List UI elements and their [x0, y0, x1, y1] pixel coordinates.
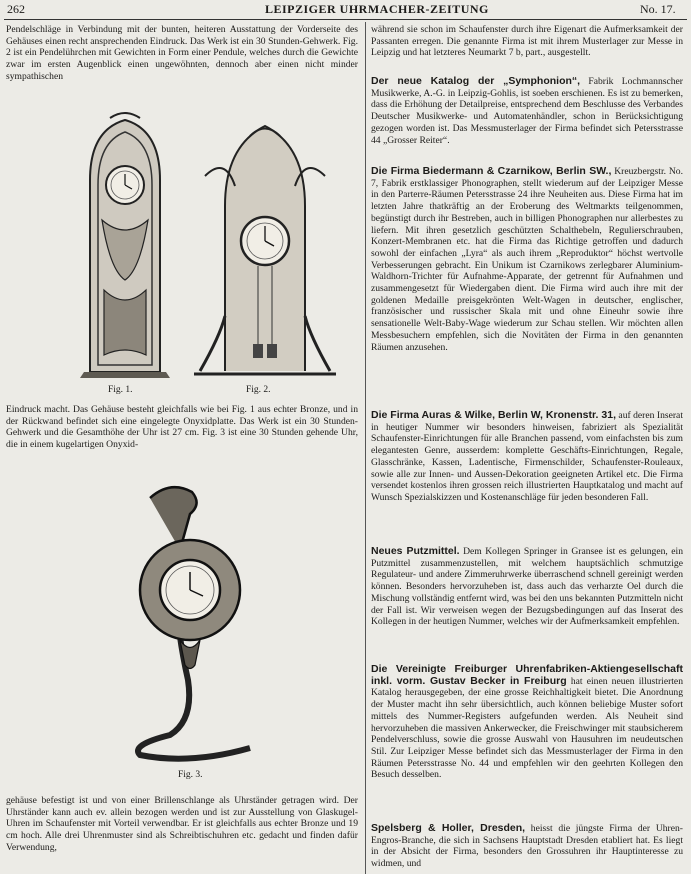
journal-title: LEIPZIGER UHRMACHER-ZEITUNG: [265, 2, 489, 16]
article-auras-wilke: [371, 410, 683, 504]
article-auras-wilke-heading: Die Firma Auras & Wilke, Berlin W, Kronenstr. 31,: [371, 409, 616, 421]
fig1-clock-illustration: [70, 110, 180, 380]
article-spelsberg-heading: Spelsberg & Holler, Dresden,: [371, 822, 526, 834]
fig2-clock-illustration: [190, 116, 340, 381]
fig2-caption: Fig. 2.: [246, 385, 271, 395]
fig1-caption: Fig. 1.: [108, 385, 133, 395]
article-biedermann-heading: Die Firma Biedermann & Czarnikow, Berlin SW.,: [371, 165, 612, 177]
column-divider: [365, 22, 366, 874]
article-putzmittel-body: Dem Kollegen Springer in Gransee ist es gelungen, ein Putzmittel zusammenzustellen, mit welchem hauptsächlich schmutzige Regulateur- und andere Zimmeruhrwerke überraschend schnell gereinigt werden können. Besonders hervorzuheben ist, dass auch das verharzte Oel durch die Mischung vollständig entfernt wird, was bei den uns bekannten Putzmitteln nicht der Fall ist. Wir verweisen wegen der Bezugsbedingungen auf das Inserat des Kollegen in der heutigen Nummer, welches wir der Aufmerksamkeit empfehlen.: [371, 546, 683, 628]
article-biedermann: [371, 166, 683, 353]
right-paragraph-intro: während sie schon im Schaufenster durch ihre Eigenart die Aufmerksamkeit der Passanten erregen. Die genannte Firma ist mit ihrem Musterlager zur Messe in Leipzig und hat letzteres Neumarkt 7 b, part., ausgestellt.: [371, 24, 683, 59]
article-freiburger-heading: Die Vereinigte Freiburger Uhrenfabriken-Aktiengesellschaft inkl. vorm. Gustav Becker in Freiburg: [371, 663, 683, 687]
fig3-cobra-clock-illustration: [110, 480, 270, 765]
fig3-caption: Fig. 3.: [178, 770, 203, 780]
article-spelsberg: [371, 823, 683, 870]
article-symphonion: [371, 76, 683, 146]
article-freiburger: [371, 664, 683, 781]
left-paragraph-2: Eindruck macht. Das Gehäuse besteht gleichfalls wie bei Fig. 1 aus echter Bronze, und in der Rückwand befindet sich eine eingelegte Onyxidplatte. Das Werk ist ein 30 Stunden-Gehwerk und die Gesamthöhe der Uhr ist 27 cm. Fig. 3 ist eine 30 Stunden gehende Uhr, die in einem kugelartigen Onyxid-: [6, 404, 358, 451]
article-auras-wilke-body: auf deren Inserat in heutiger Nummer wir besonders hinweisen, fabriziert als Spezialität Schaufenster-Einrichtungen für alle Branchen passend, vom einfachsten bis zum elegantesten Genre, ausserdem: komplette Geschäfts-Einrichtungen, Regale, Glasschränke, Kassen, Ladentische, Firmenschilder, Schaufenster-Rouleaux, sowie alle zur Innen- und Aussen-Dekoration geeigneten Artikel etc. Die Firma versendet kostenlos ihren grossen reich illustrierten Hauptkatalog und macht auf Wunsch Spezialskizzen und Kostenanschläge für jeden besonderen Fall.: [371, 410, 683, 503]
page-number: 262: [7, 2, 25, 16]
article-spelsberg-body: heisst die jüngste Firma der Uhren-Engros-Branche, die sich in Sachsens Hauptstadt Dresden etabliert hat. Es liegt in der Absicht der Firma, besonders den Grossuhren ihr Hauptinteresse zu widmen, und: [371, 823, 683, 870]
article-putzmittel-heading: Neues Putzmittel.: [371, 545, 460, 557]
article-putzmittel: [371, 546, 683, 628]
article-biedermann-body: Kreuzbergstr. No. 7, Fabrik erstklassiger Phonographen, stellt wiederum auf der Leipziger Messe in den Parterre-Räumen Petersstrasse 24 ihre Neuheiten aus. Diese Firma hat im letzten Jahre thatkräftig an der Eroberung des Weltmarkts teilgenommen, begünstigt durch ihr Bestreben, auch in billigen Phonographen nur allerbestes zu liefern. Mit ihren gesetzlich geschützten Schalthebeln, Regulierschrauben, Konzert-Membranen etc. hat die Firma das Richtige getroffen und dadurch sowohl der einfachen „Lyra“ als auch ihrem „Reproduktor“ höchst wertvolle Verbesserungen gebracht. Ein Unikum ist Czarnikows zerlegbarer Aluminium-Waldhorn-Trichter für Aufnahme-Apparate, der getrennt für Aufnahmen und zusammengesetzt für Wiedergaben dient. Die Firma wird auch ihre mit der goldenen Medaille preisgekrönten Welt-Wagen in deutscher, englischer, französischer und russischer Skala mit und ohne Eineuhr sowie ihre sensationelle Welt-Baby-Wage wiederum zur Schau stellen. Wir möchten allen Messbesuchern empfehlen, sich die Novitäten der Firma in den genannten Räumen anzusehen.: [371, 166, 683, 353]
issue-number: No. 17.: [640, 2, 676, 16]
left-paragraph-1: Pendelschläge in Verbindung mit der bunten, heiteren Ausstattung der Vorderseite des Gehäuses einen recht ansprechenden Eindruck. Das Werk ist ein 30 Stunden-Gehwerk. Fig. 2 ist ein Pendelührchen mit Gewichten in Form einer Pendule, welches durch die Gewichte zwar im ersten Augenblick einen ungewöhnten, dennoch aber einen nicht minder sympathischen: [6, 24, 358, 82]
article-freiburger-body: hat einen neuen illustrierten Katalog herausgegeben, der eine grosse Reichhaltigkeit bietet. Die Anordnung der Muster macht ihn sehr übersichtlich, auch können beliebige Muster sofort mittels des Nummer-Registers aufgefunden werden. Als Neuheit sind hervorzuheben die massiven Ankerwecker, die Freischwinger mit staubsicherem Pendelverschluss, sowie die grosse Auswahl von Hausuhren im neudeutschen Stil. Zur Leipziger Messe befindet sich das Messmusterlager der Firma in den Räumen Petersstrasse No. 44 und empfehlen wir den geehrten Kollegen den Besuch desselben.: [371, 675, 683, 781]
header-rule: [4, 19, 687, 20]
article-symphonion-body: Fabrik Lochmannscher Musikwerke, A.-G. in Leipzig-Gohlis, ist soeben erschienen. Es ist zu bemerken, dass die Erhöhung der Detailpreise, entsprechend dem Beschlusse des Verbandes Deutscher Musikwerke- und Automatenhändler, schon in Berücksichtigung gezogen worden ist. Das Messmusterlager der Firma befindet sich Petersstrasse 44 „Grosser Reiter“.: [371, 76, 683, 146]
page-header: [0, 0, 691, 20]
article-symphonion-heading: Der neue Katalog der „Symphonion“,: [371, 75, 581, 87]
left-paragraph-3: gehäuse befestigt ist und von einer Brillenschlange als Uhrständer getragen wird. Der Uhrständer kann auch ev. allein bezogen werden und ist zur Ausstellung von Glaskugel-Uhren im Schaufenster mit Vorteil verwendbar. Er ist gleichfalls aus echter Bronze und 19 cm hoch. Alle drei Uhrenmuster sind als Schreibtischuhren etc. gedacht und finden dafür Verwendung,: [6, 795, 358, 853]
